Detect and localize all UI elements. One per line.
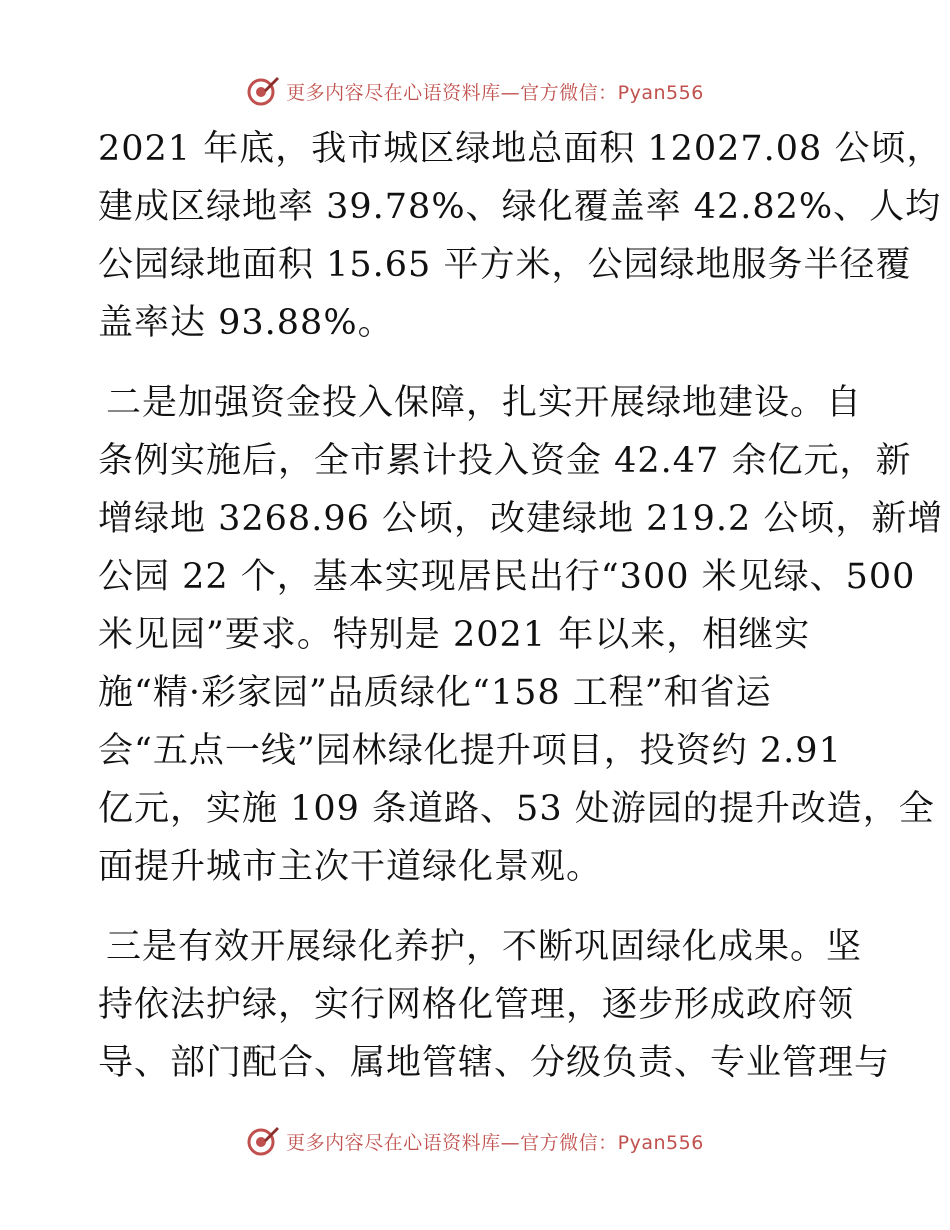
pen-logo-icon bbox=[246, 1124, 280, 1158]
watermark-text: 更多内容尽在心语资料库—官方微信：Pyan556 bbox=[286, 81, 704, 104]
text-line: 导、部门配合、属地管辖、分级负责、专业管理与 bbox=[98, 1043, 891, 1083]
text-line: 增绿地 3268.96 公顷，改建绿地 219.2 公顷，新增 bbox=[98, 499, 944, 539]
footer-watermark bbox=[0, 1121, 950, 1161]
paragraph-2 bbox=[98, 374, 944, 896]
text-line: 建成区绿地率 39.78%、绿化覆盖率 42.82%、人均 bbox=[98, 187, 942, 227]
text-line: 施“精·彩家园”品质绿化“158 工程”和省运 bbox=[98, 673, 772, 713]
text-line: 公园 22 个，基本实现居民出行“300 米见绿、500 bbox=[98, 557, 916, 597]
header-watermark bbox=[0, 71, 950, 111]
text-line: 二是加强资金投入保障，扎实开展绿地建设。自 bbox=[106, 383, 863, 423]
text-line: 会“五点一线”园林绿化提升项目，投资约 2.91 bbox=[98, 731, 842, 771]
paragraph-3 bbox=[98, 918, 891, 1092]
text-line: 亿元，实施 109 条道路、53 处游园的提升改造，全 bbox=[98, 789, 935, 829]
text-line: 2021 年底，我市城区绿地总面积 12027.08 公顷， bbox=[98, 129, 943, 169]
text-line: 持依法护绿，实行网格化管理，逐步形成政府领 bbox=[98, 985, 855, 1025]
text-line: 三是有效开展绿化养护，不断巩固绿化成果。坚 bbox=[106, 927, 863, 967]
text-line: 面提升城市主次干道绿化景观。 bbox=[98, 847, 603, 887]
text-line: 公园绿地面积 15.65 平方米，公园绿地服务半径覆 bbox=[98, 245, 912, 285]
text-line: 条例实施后，全市累计投入资金 42.47 余亿元，新 bbox=[98, 441, 912, 481]
pen-logo-icon bbox=[246, 74, 280, 108]
watermark-text: 更多内容尽在心语资料库—官方微信：Pyan556 bbox=[286, 1131, 704, 1154]
paragraph-1 bbox=[98, 120, 943, 352]
text-line: 盖率达 93.88%。 bbox=[98, 303, 394, 343]
text-line: 米见园”要求。特别是 2021 年以来，相继实 bbox=[98, 615, 811, 655]
document-body bbox=[98, 120, 944, 1092]
